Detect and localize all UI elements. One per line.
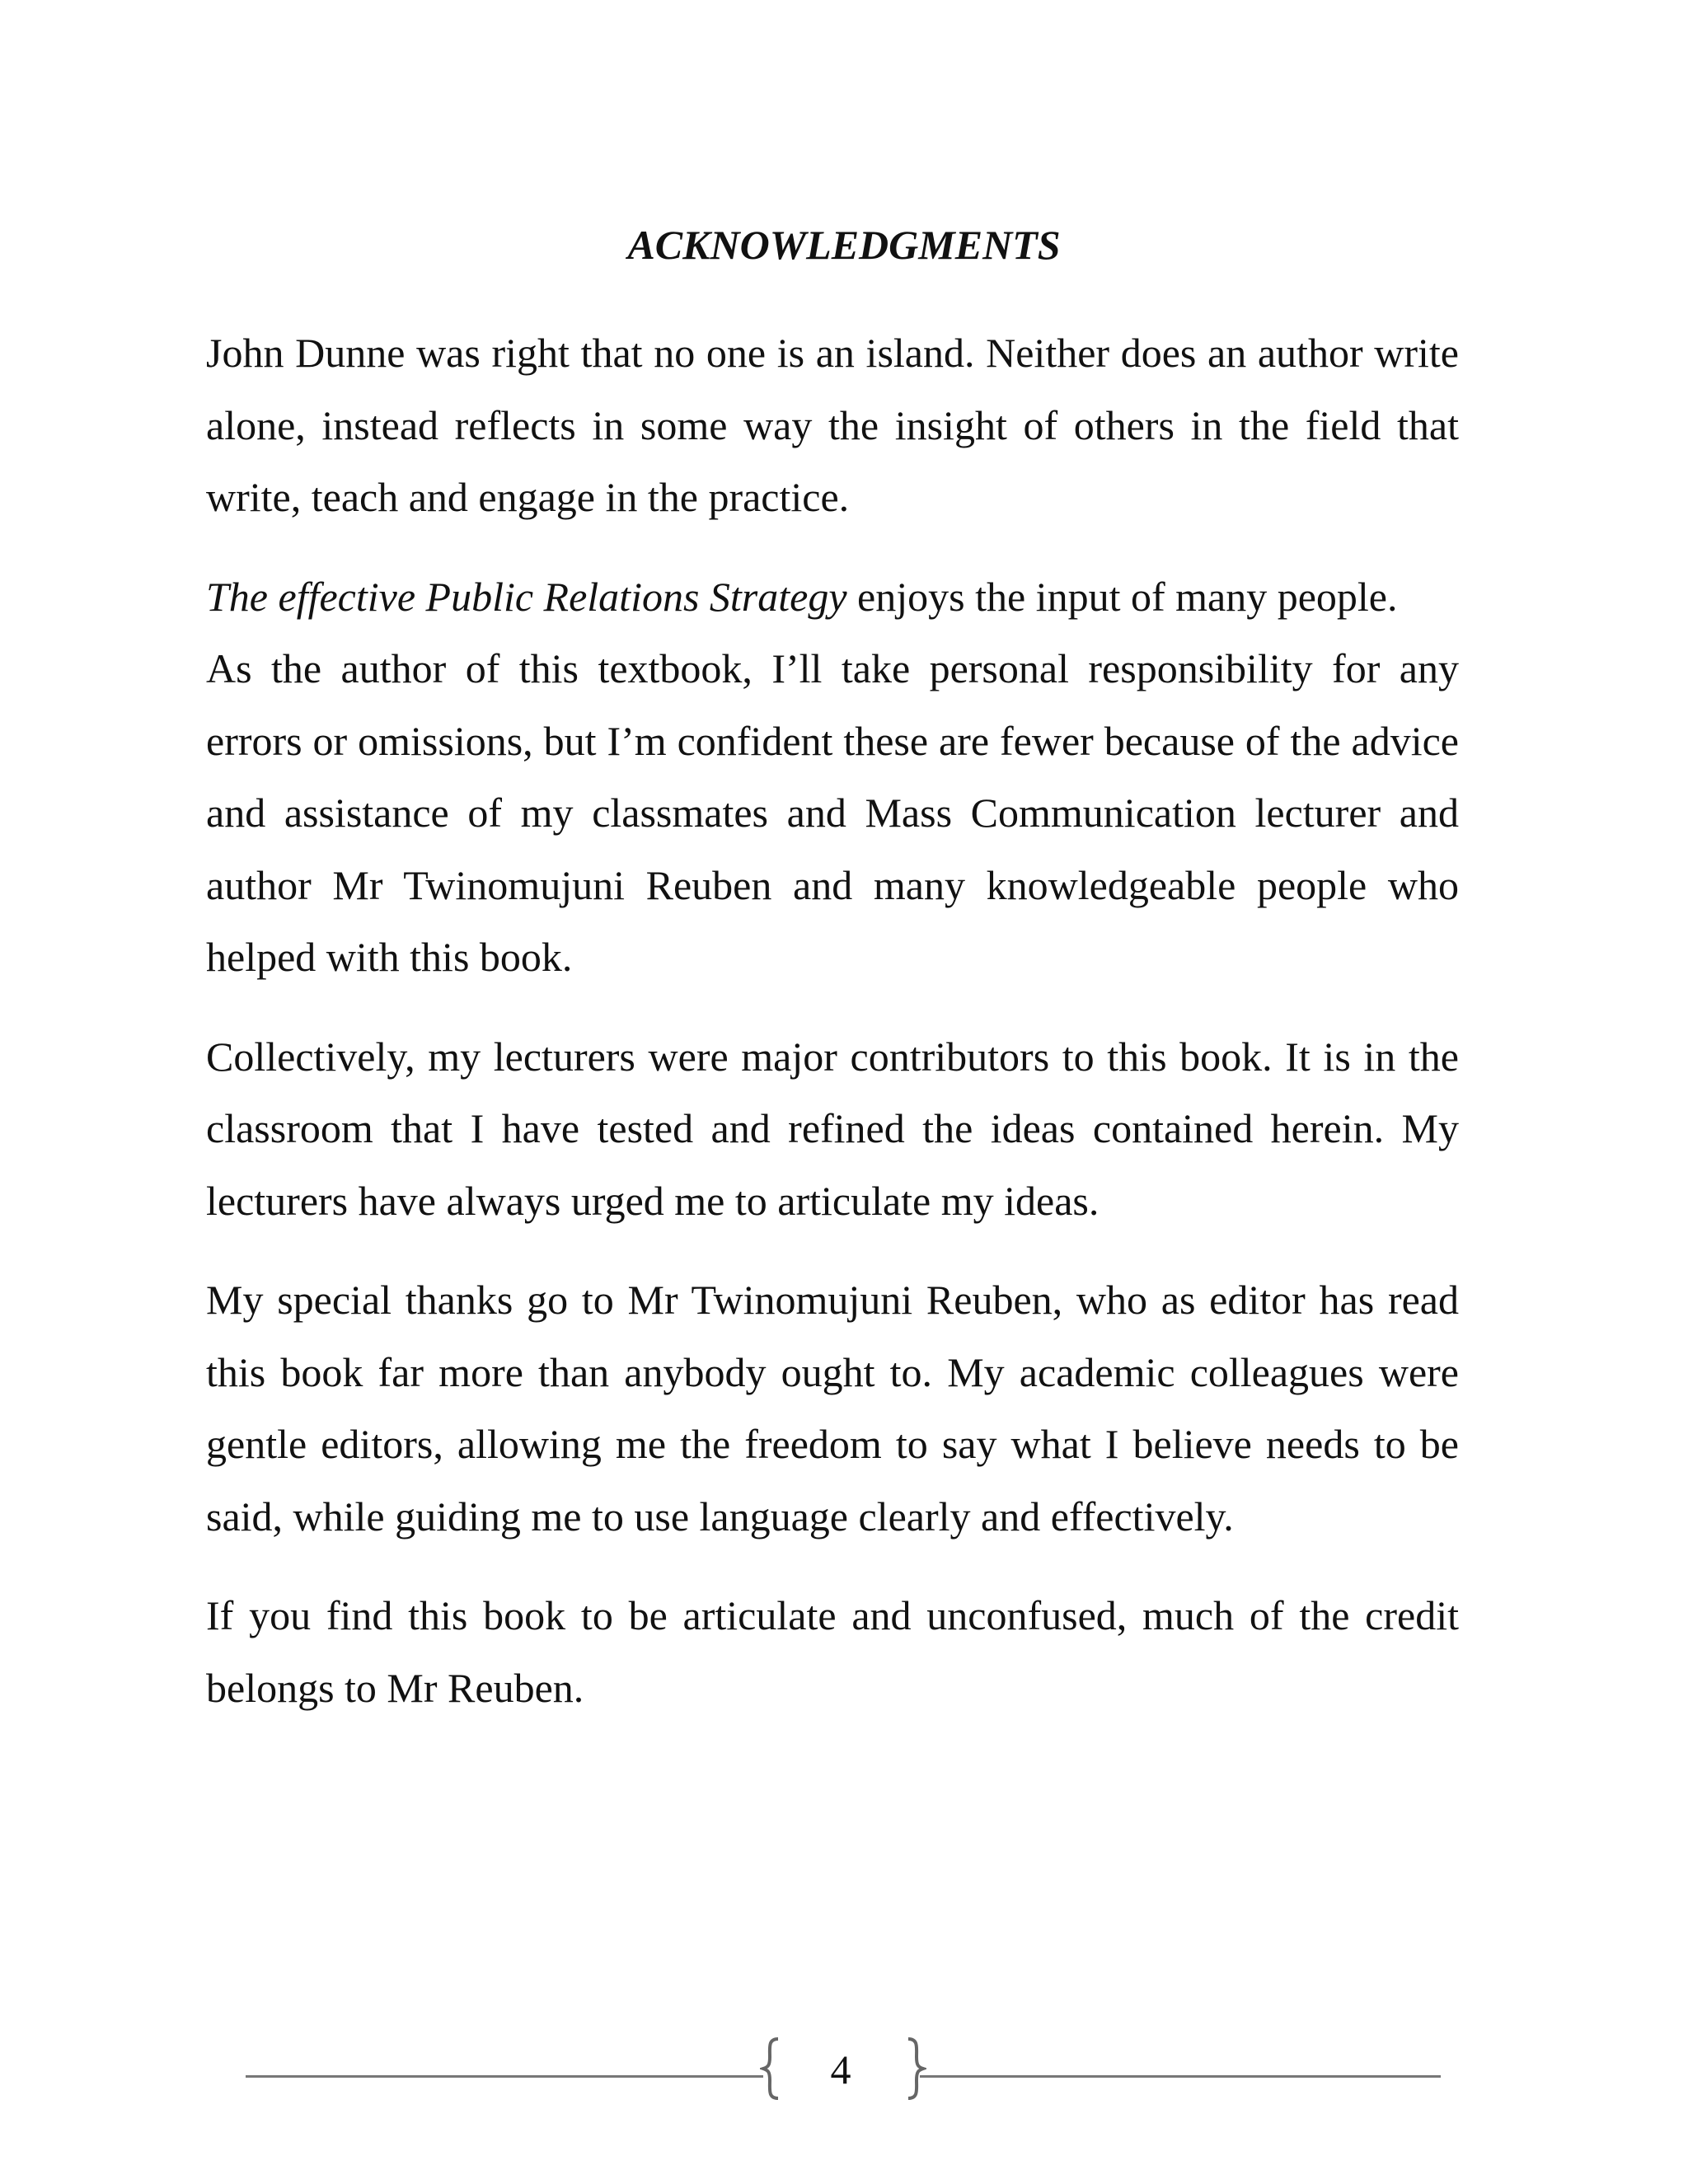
body-text (206, 317, 1459, 1751)
right-brace-icon (905, 2036, 926, 2102)
paragraph-credit: If you find this book to be articulate and unconfused, much of the credit belongs to Mr Reuben. (206, 1592, 1459, 1711)
paragraph-special-thanks: My special thanks go to Mr Twinomujuni Reuben, who as editor has read this book far more than anybody ought to. My academic colleagues were gentle editors, allowing me the freedom to say what I believe needs to be said, while guiding me to use language clearly and effectively. (206, 1277, 1459, 1540)
paragraph-responsibility: As the author of this textbook, I’ll take personal responsibility for any errors or omissions, but I’m confident these are fewer because of the advice and assistance of my classmates and Mass Communication lecturer and author Mr Twinomujuni Reuben and many knowledgeable people who helped with this book. (206, 645, 1459, 980)
footer-rule-left (246, 2075, 763, 2078)
page-footer (0, 2036, 1688, 2102)
paragraph-intro: John Dunne was right that no one is an island. Neither does an author write alone, instead reflects in some way the insight of others in the field that write, teach and engage in the practice. (206, 330, 1459, 520)
page-title: ACKNOWLEDGMENTS (627, 222, 1061, 268)
footer-rule-right (920, 2075, 1441, 2078)
book-title: The effective Public Relations Strategy (206, 573, 847, 620)
paragraph-book-input (206, 561, 1459, 634)
left-brace-icon (760, 2036, 781, 2102)
paragraph-lecturers: Collectively, my lecturers were major contributors to this book. It is in the classroom that I have tested and refined the ideas contained herein. My lecturers have always urged me to articulate my ideas. (206, 1033, 1459, 1224)
page-number: 4 (830, 2046, 851, 2093)
paragraph-book-input-text: enjoys the input of many people. (846, 573, 1398, 620)
